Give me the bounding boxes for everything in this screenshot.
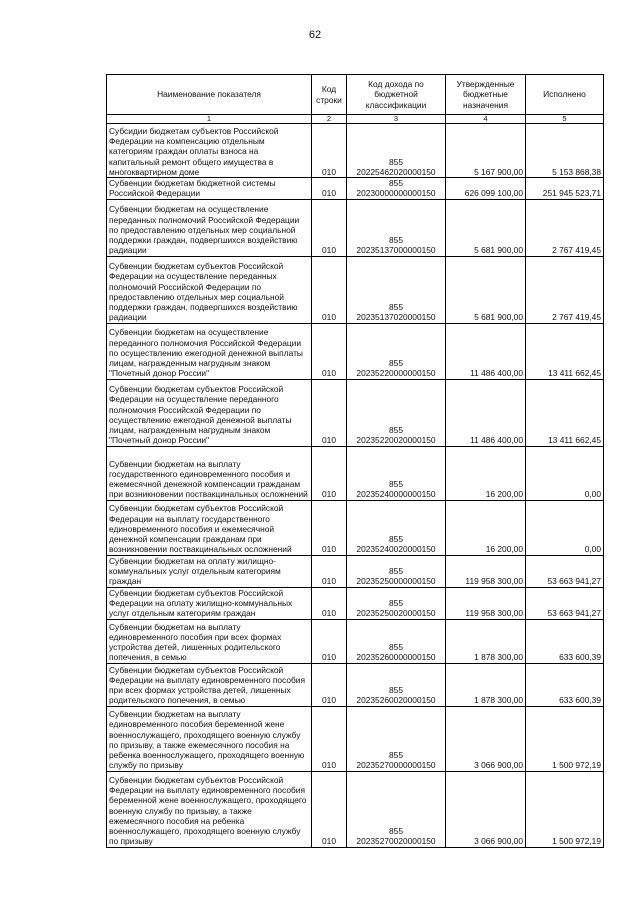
executed-amount: 2 767 419,45	[526, 256, 604, 323]
income-code: 855 20235260020000150	[347, 663, 446, 706]
indicator-name: Субвенции бюджетам на оплату жилищно-коммунальных услуг отдельным категориям граждан	[107, 555, 312, 587]
executed-amount: 5 153 868,38	[526, 124, 604, 178]
executed-amount: 633 600,39	[526, 663, 604, 706]
indicator-name: Субвенции бюджетам субъектов Российской Федерации на осуществление переданных полномочий Российской Федерации по предоставлению отдельных мер социальной поддержки граждан, подвергшихся воздействию радиации	[107, 256, 312, 323]
indicator-name: Субвенции бюджетам субъектов Российской Федерации на выплату единовременного пособия беременной жене военнослужащего, проходящего военную службу по призыву, а также ежемесячного пособия на ребенка военнослужащего, проходящего военную службу по призыву	[107, 771, 312, 847]
table-row	[107, 587, 604, 619]
executed-amount: 53 663 941,27	[526, 555, 604, 587]
indicator-name: Субвенции бюджетам субъектов Российской Федерации на выплату единовременного пособия при всех формах устройства детей, лишенных родительского попечения, в семью	[107, 663, 312, 706]
approved-amount: 3 066 900,00	[446, 771, 526, 847]
income-code: 855 20225462020000150	[347, 124, 446, 178]
approved-amount: 626 099 100,00	[446, 178, 526, 200]
approved-amount: 16 200,00	[446, 446, 526, 500]
indicator-name: Субвенции бюджетам бюджетной системы Российской Федерации	[107, 178, 312, 200]
income-code: 855 20235270020000150	[347, 771, 446, 847]
budget-report-table	[106, 74, 604, 848]
approved-amount: 119 958 300,00	[446, 555, 526, 587]
executed-amount: 633 600,39	[526, 619, 604, 663]
approved-amount: 5 681 900,00	[446, 199, 526, 256]
row-code: 010	[312, 619, 347, 663]
income-code: 855 20235220000000150	[347, 323, 446, 379]
table-row	[107, 500, 604, 555]
executed-amount: 2 767 419,45	[526, 199, 604, 256]
column-number: 1	[107, 115, 312, 124]
executed-amount: 1 500 972,19	[526, 771, 604, 847]
executed-amount: 0,00	[526, 500, 604, 555]
column-number: 5	[526, 115, 604, 124]
table-row	[107, 446, 604, 500]
row-code: 010	[312, 256, 347, 323]
executed-amount: 13 411 662,45	[526, 379, 604, 446]
row-code: 010	[312, 663, 347, 706]
table-row	[107, 706, 604, 771]
table-row	[107, 663, 604, 706]
indicator-name: Субвенции бюджетам на выплату единовременного пособия беременной жене военнослужащего, проходящего военную службу по призыву, а также ежемесячного пособия на ребенка военнослужащего, проходящего военную службу по призыву	[107, 706, 312, 771]
table-row	[107, 199, 604, 256]
income-code: 855 20235270000000150	[347, 706, 446, 771]
header-executed: Исполнено	[526, 75, 604, 115]
executed-amount: 1 500 972,19	[526, 706, 604, 771]
executed-amount: 0,00	[526, 446, 604, 500]
row-code: 010	[312, 178, 347, 200]
indicator-name: Субвенции бюджетам на осуществление переданного полномочия Российской Федерации по осуществлению ежегодной денежной выплаты лицам, награжденным нагрудным знаком "Почетный донор России"	[107, 323, 312, 379]
approved-amount: 11 486 400,00	[446, 323, 526, 379]
indicator-name: Субвенции бюджетам субъектов Российской Федерации на осуществление переданного полномочия Российской Федерации по осуществлению ежегодной денежной выплаты лицам, награжденным нагрудным знаком "Почетный донор России"	[107, 379, 312, 446]
table-row	[107, 771, 604, 847]
row-code: 010	[312, 379, 347, 446]
executed-amount: 13 411 662,45	[526, 323, 604, 379]
row-code: 010	[312, 706, 347, 771]
income-code: 855 20235240020000150	[347, 500, 446, 555]
row-code: 010	[312, 500, 347, 555]
income-code: 855 20235137020000150	[347, 256, 446, 323]
executed-amount: 53 663 941,27	[526, 587, 604, 619]
approved-amount: 16 200,00	[446, 500, 526, 555]
table-row	[107, 555, 604, 587]
table-row	[107, 178, 604, 200]
indicator-name: Субвенции бюджетам на выплату государственного единовременного пособия и ежемесячной денежной компенсации гражданам при возникновении поствакцинальных осложнений	[107, 446, 312, 500]
executed-amount: 251 945 523,71	[526, 178, 604, 200]
indicator-name: Субвенции бюджетам на осуществление переданных полномочий Российской Федерации по предоставлению отдельных мер социальной поддержки граждан, подвергшихся воздействию радиации	[107, 199, 312, 256]
header-income-code: Код дохода по бюджетной классификации	[347, 75, 446, 115]
approved-amount: 1 878 300,00	[446, 619, 526, 663]
header-indicator-name: Наименование показателя	[107, 75, 312, 115]
indicator-name: Субвенции бюджетам на выплату единовременного пособия при всех формах устройства детей, лишенных родительского попечения, в семью	[107, 619, 312, 663]
column-number: 2	[312, 115, 347, 124]
table-row	[107, 124, 604, 178]
column-number: 3	[347, 115, 446, 124]
income-code: 855 20230000000000150	[347, 178, 446, 200]
approved-amount: 1 878 300,00	[446, 663, 526, 706]
income-code: 855 20235240000000150	[347, 446, 446, 500]
column-number: 4	[446, 115, 526, 124]
table-row	[107, 379, 604, 446]
approved-amount: 3 066 900,00	[446, 706, 526, 771]
row-code: 010	[312, 323, 347, 379]
table-row	[107, 619, 604, 663]
header-row-code: Код строки	[312, 75, 347, 115]
table-row	[107, 256, 604, 323]
row-code: 010	[312, 446, 347, 500]
income-code: 855 20235220020000150	[347, 379, 446, 446]
approved-amount: 11 486 400,00	[446, 379, 526, 446]
income-code: 855 20235137000000150	[347, 199, 446, 256]
income-code: 855 20235250000000150	[347, 555, 446, 587]
approved-amount: 5 681 900,00	[446, 256, 526, 323]
row-code: 010	[312, 555, 347, 587]
indicator-name: Субвенции бюджетам субъектов Российской Федерации на выплату государственного единовременного пособия и ежемесячной денежной компенсации гражданам при возникновении поствакцинальных осложнений	[107, 500, 312, 555]
row-code: 010	[312, 199, 347, 256]
income-code: 855 20235260000000150	[347, 619, 446, 663]
header-approved: Утвержденные бюджетные назначения	[446, 75, 526, 115]
row-code: 010	[312, 771, 347, 847]
income-code: 855 20235250020000150	[347, 587, 446, 619]
page-number: 62	[308, 29, 322, 41]
indicator-name: Субвенции бюджетам субъектов Российской Федерации на оплату жилищно-коммунальных услуг отдельным категориям граждан	[107, 587, 312, 619]
row-code: 010	[312, 587, 347, 619]
approved-amount: 5 167 900,00	[446, 124, 526, 178]
row-code: 010	[312, 124, 347, 178]
indicator-name: Субсидии бюджетам субъектов Российской Федерации на компенсацию отдельным категориям граждан оплаты взноса на капитальный ремонт общего имущества в многоквартирном доме	[107, 124, 312, 178]
approved-amount: 119 958 300,00	[446, 587, 526, 619]
column-number-row	[107, 115, 604, 124]
header-row	[107, 75, 604, 115]
table-row	[107, 323, 604, 379]
